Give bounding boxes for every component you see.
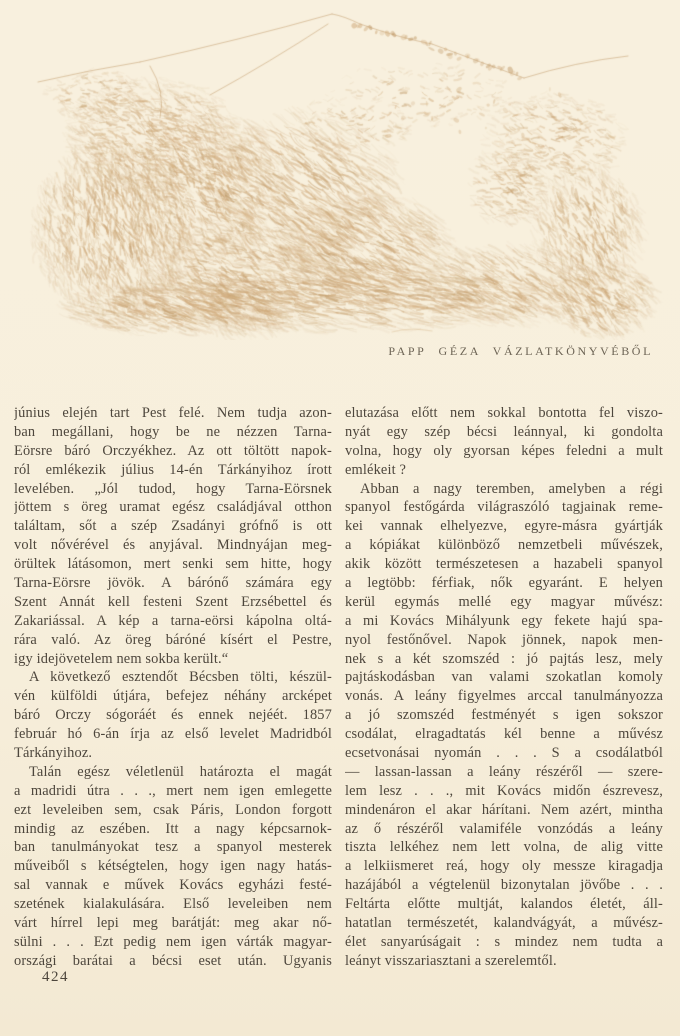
text-line: a madridi útra . . ., mert nem igen emlegette — [14, 782, 332, 799]
text-line: emlékeit ? — [345, 461, 407, 478]
text-line: nek s a két szomszéd : jó pajtás lesz, mely — [345, 650, 663, 667]
text-line: vonás. A leány figyelmes arccal tanulmányozza — [345, 688, 663, 705]
text-line: sülni . . . Ezt pedig nem igen várták magyar- — [14, 933, 332, 950]
illustration-caption: PAPP GÉZA VÁZLATKÖNYVÉBŐL — [388, 344, 653, 358]
text-line: lem lesz . . ., mit Kovács midőn észrevesz, — [345, 782, 663, 799]
text-line: volt nővérével és anyjával. Mindnyájan meg- — [14, 537, 332, 554]
text-line: Zakariással. A kép a tarna-eörsi kápolna oltá- — [14, 612, 332, 629]
text-line: műveiből s kétségtelen, hogy igen nagy hatás- — [14, 858, 332, 875]
text-line: hatatlan természetét, kalandvágyát, a művész- — [345, 915, 663, 932]
landscape-sketch-canvas — [0, 0, 680, 340]
text-line: rára való. Az öreg báróné kísért el Pestre, — [14, 631, 332, 648]
text-line: várt hírrel lepi meg barátját: meg akar nő- — [14, 915, 332, 932]
text-line: Feltárta előtte multját, kalandos életét, áll- — [345, 896, 663, 913]
text-line: — lassan-lassan a leány részéről — szere- — [345, 763, 663, 780]
text-line: ezt leveleiben sem, csak Páris, London forgott — [14, 801, 332, 818]
text-line: a legtöbb: férfiak, nők egyaránt. E helyen — [345, 575, 663, 592]
text-line: Abban a nagy teremben, amelyben a régi — [360, 480, 663, 497]
text-line: ecsetvonásai nyomán . . . S a csodálatból — [345, 745, 663, 762]
text-line: a jó szomszéd festményét s igen sokszor — [345, 707, 663, 724]
text-line: országi barátai a bécsi eset után. Ugyanis — [14, 952, 332, 969]
text-line: szetének kialakulására. Első leveleiben nem — [14, 896, 332, 913]
text-line: június elején tart Pest felé. Nem tudja azon- — [14, 405, 332, 421]
text-line: a kópiákat különböző nemzetbeli művészek, — [345, 537, 663, 554]
text-line: kei vannak elhelyezve, egyre-másra gyártják — [345, 518, 663, 535]
text-line: volna, hogy oly gyorsan képes feledni a mult — [345, 442, 663, 459]
text-columns — [14, 404, 663, 971]
text-line: csodálat, elragadtatás kél benne a művész — [345, 726, 663, 743]
text-line: mindenáron el akar hárítani. Nem azért, mintha — [345, 801, 663, 818]
text-line: a lelkiismeret reá, hogy oly messze kiragadja — [345, 858, 663, 875]
text-line: vén külföldi útjára, befejez néhány arcképet — [14, 688, 332, 705]
text-line: leányt visszariasztani a szerelemtől. — [345, 952, 557, 969]
text-line: az ő részéről valamiféle vonzódás a leány — [345, 820, 663, 837]
text-line: február hó 6-án írja az első levelet Madridból — [14, 726, 332, 743]
text-line: akik között természetesen a hazabeli spanyol — [345, 556, 663, 573]
text-line: levelében. „Jól tudod, hogy Tarna-Eörsnek — [14, 480, 332, 497]
page-number: 424 — [42, 969, 69, 985]
text-line: elutazása előtt nem sokkal bontotta fel viszo- — [345, 405, 663, 421]
text-line: Tarna-Eörsre jövök. A bárónő számára egy — [14, 575, 332, 592]
text-line: Talán egész véletlenül határozta el magát — [29, 763, 332, 780]
text-line: sal vannak e művek Kovács egyházi festé- — [14, 877, 332, 894]
text-line: nyát egy szép bécsi leánnyal, ki gondolta — [345, 423, 663, 440]
text-line: spanyol festőgárda világraszóló tagjainak reme- — [345, 499, 663, 516]
text-line: Eörsre báró Orczyékhez. Az ott töltött napok- — [14, 442, 332, 459]
text-line: ban megállani, hogy be ne nézzen Tarna- — [14, 423, 332, 440]
text-line: Szent Annát kell festeni Szent Erzsébettel és — [14, 593, 332, 610]
text-line: nyol festőnővel. Napok jönnek, napok men- — [345, 631, 663, 648]
text-line: igy idejövetelem nem sokba került.“ — [14, 650, 229, 667]
text-line: találtam, sőt a szép Zsadányi grófnő is ott — [14, 518, 332, 535]
text-line: kerül egymás mellé egy magyar művész: — [345, 593, 663, 610]
text-line: báró Orczy sógoráét és ennek nejéét. 1857 — [14, 707, 332, 724]
text-line: tiszta lelkéhez nem lett volna, de alig vitte — [345, 839, 663, 856]
text-line: jöttem s öreg uramat egész családjával otthon — [14, 499, 332, 516]
text-line: hazájából a végtelenül bizonytalan jövőbe . . . — [345, 877, 663, 894]
text-line: örültek látásomon, mert senki sem hitte, hogy — [14, 556, 332, 573]
text-column-left — [14, 404, 332, 971]
text-line: a mi Kovács Mihályunk egy fekete hajú spa- — [345, 612, 663, 629]
text-line: ban tanulmányokat tesz a spanyol mesterek — [14, 839, 332, 856]
text-line: pajtáskodásban van valami szokatlan komoly — [345, 669, 663, 686]
landscape-sketch-illustration — [0, 0, 680, 340]
text-line: ról emlékezik július 14-én Tárkányihoz írott — [14, 461, 332, 478]
text-line: Tárkányihoz. — [14, 745, 93, 762]
text-column-right — [345, 404, 663, 971]
text-line: A következő esztendőt Bécsben tölti, készül- — [29, 669, 332, 686]
text-line: élet sanyarúságait : s mindez nem tudta a — [345, 933, 663, 950]
text-line: mindig az eszében. Itt a nagy képcsarnok- — [14, 820, 332, 837]
